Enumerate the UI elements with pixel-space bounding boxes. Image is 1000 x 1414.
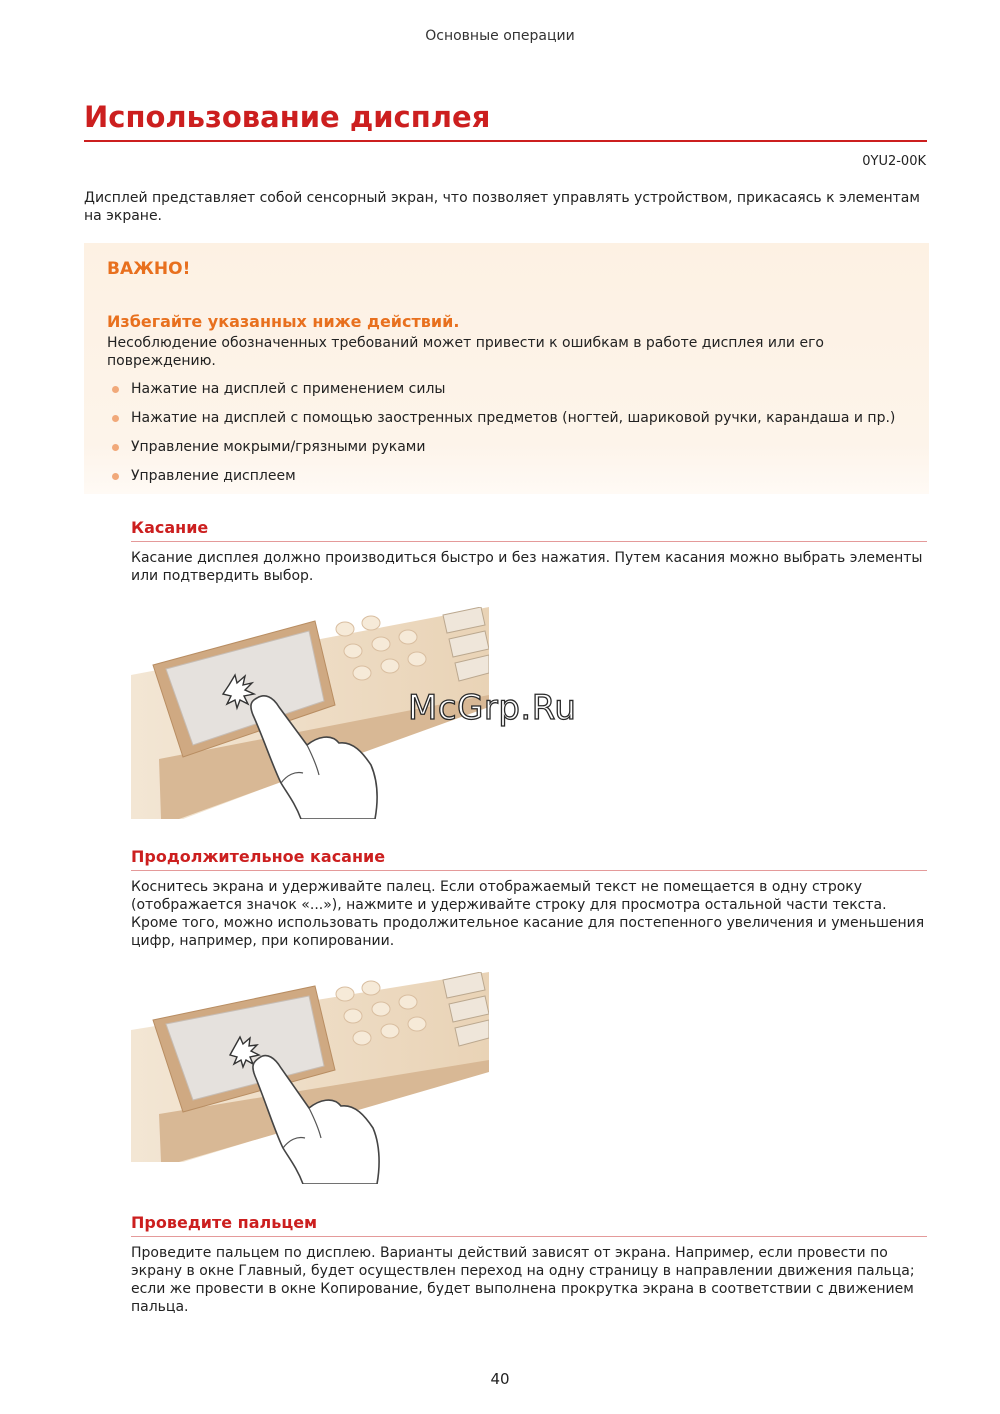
section-text-swipe: Проведите пальцем по дисплею. Варианты действий зависят от экрана. Например, если провести по экрану в окне Главный, будет осуществлен переход на одну страницу в направлении движения пальца; если же провести в окне Копирование, будет выполнена прокрутка экрана в соответствии с движением пальца. — [131, 1245, 915, 1315]
long-tap-illustration — [131, 972, 489, 1184]
intro-paragraph: Дисплей представляет собой сенсорный экран, что позволяет управлять устройством, прикасаясь к элементам на экране. — [84, 190, 920, 224]
important-label: ВАЖНО! — [107, 259, 191, 279]
page-title: Использование дисплея — [84, 100, 491, 134]
section-title-swipe: Проведите пальцем — [131, 1213, 318, 1232]
section-text-long-tap: Коснитесь экрана и удерживайте палец. Если отображаемый текст не помещается в одну строку (отображается значок «...»), нажмите и удерживайте строку для просмотра остальной части текста. Кроме того, можно использовать продолжительное касание для постепенного увеличения и уменьшения цифр, например, при копировании. — [131, 879, 925, 949]
list-item — [107, 380, 895, 409]
list-item — [107, 467, 895, 496]
list-item-text: Нажатие на дисплей с помощью заостренных предметов (ногтей, шариковой ручки, карандаша и пр.) — [131, 410, 896, 426]
list-item-text: Нажатие на дисплей с применением силы — [131, 381, 446, 397]
watermark-logo: McGrp.Ru — [408, 688, 577, 728]
section-text-tap: Касание дисплея должно производиться быстро и без нажатия. Путем касания можно выбрать элементы или подтвердить выбор. — [131, 550, 923, 584]
important-list — [107, 380, 895, 496]
important-notice — [84, 243, 929, 494]
section-title-tap: Касание — [131, 518, 209, 537]
document-code: 0YU2-00K — [862, 154, 926, 169]
section-divider — [131, 541, 927, 542]
section-divider — [131, 870, 927, 871]
important-heading: Избегайте указанных ниже действий. — [107, 312, 460, 331]
list-item-text: Управление мокрыми/грязными руками — [131, 439, 426, 455]
bullet-icon — [112, 386, 119, 393]
page-number: 40 — [490, 1370, 510, 1388]
important-text: Несоблюдение обозначенных требований может привести к ошибкам в работе дисплея или его повреждению. — [107, 335, 824, 369]
bullet-icon — [112, 415, 119, 422]
bullet-icon — [112, 473, 119, 480]
bullet-icon — [112, 444, 119, 451]
section-divider — [131, 1236, 927, 1237]
title-divider — [84, 140, 927, 142]
list-item-text: Управление дисплеем — [131, 468, 296, 484]
list-item — [107, 409, 895, 438]
running-header: Основные операции — [425, 28, 575, 44]
list-item — [107, 438, 895, 467]
section-title-long-tap: Продолжительное касание — [131, 847, 386, 866]
